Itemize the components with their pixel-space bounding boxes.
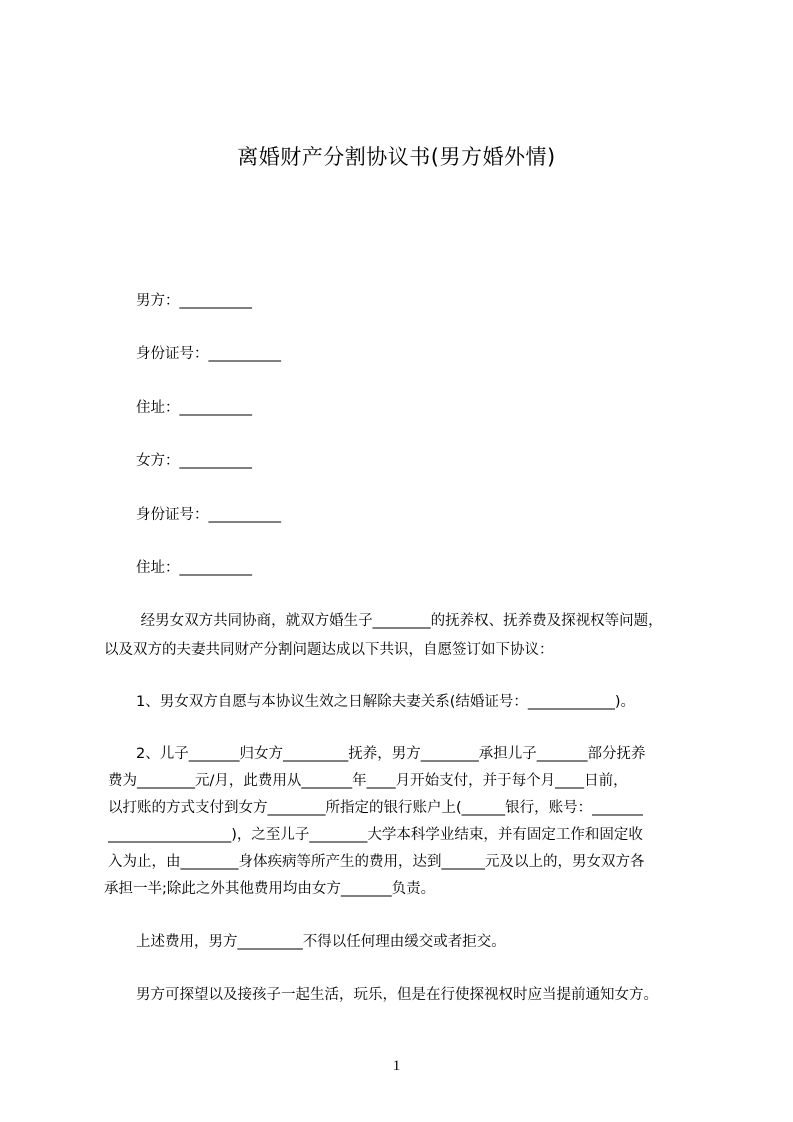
page-number: 1 bbox=[392, 1058, 401, 1074]
clause-2-line-4: _________________)，之至儿子________大学本科学业结束，并有固定工作和固定收 bbox=[108, 827, 643, 843]
document-title: 离婚财产分割协议书(男方婚外情) bbox=[237, 145, 556, 169]
clause-1: 1、男女双方自愿与本协议生效之日解除夫妻关系(结婚证号：____________)。 bbox=[136, 694, 636, 710]
clause-2-line-6: 承担一半;除此之外其他费用均由女方_______负责。 bbox=[104, 881, 436, 897]
wife-address-field: 住址：__________ bbox=[136, 560, 252, 576]
clause-2-line-2: 费为________元/月，此费用从_______年____月开始支付，并于每个月____日前， bbox=[108, 773, 628, 789]
wife-id-field: 身份证号：__________ bbox=[136, 507, 281, 523]
clause-2-line-1: 2、儿子_______归女方_________抚养，男方________承担儿子_______部分抚养 bbox=[136, 746, 646, 762]
husband-id-field: 身份证号：__________ bbox=[136, 346, 281, 362]
husband-address-field: 住址：__________ bbox=[136, 400, 252, 416]
visit-note: 男方可探望以及接孩子一起生活，玩乐，但是在行使探视权时应当提前通知女方。 bbox=[136, 987, 658, 1003]
intro-line-1: 经男女双方共同协商，就双方婚生子________的抚养权、抚养费及探视权等问题， bbox=[136, 613, 663, 629]
fee-note: 上述费用，男方_________不得以任何理由缓交或者拒交。 bbox=[136, 934, 506, 950]
husband-name-field: 男方：__________ bbox=[136, 293, 252, 309]
clause-2-line-5: 入为止，由________身体疾病等所产生的费用，达到______元及以上的，男女双方各 bbox=[108, 854, 645, 870]
intro-line-2: 以及双方的夫妻共同财产分割问题达成以下共识，自愿签订如下协议： bbox=[104, 642, 554, 658]
wife-name-field: 女方：__________ bbox=[136, 453, 252, 469]
clause-2-line-3: 以打账的方式支付到女方________所指定的银行账户上(______银行，账号：_______ bbox=[108, 800, 643, 816]
